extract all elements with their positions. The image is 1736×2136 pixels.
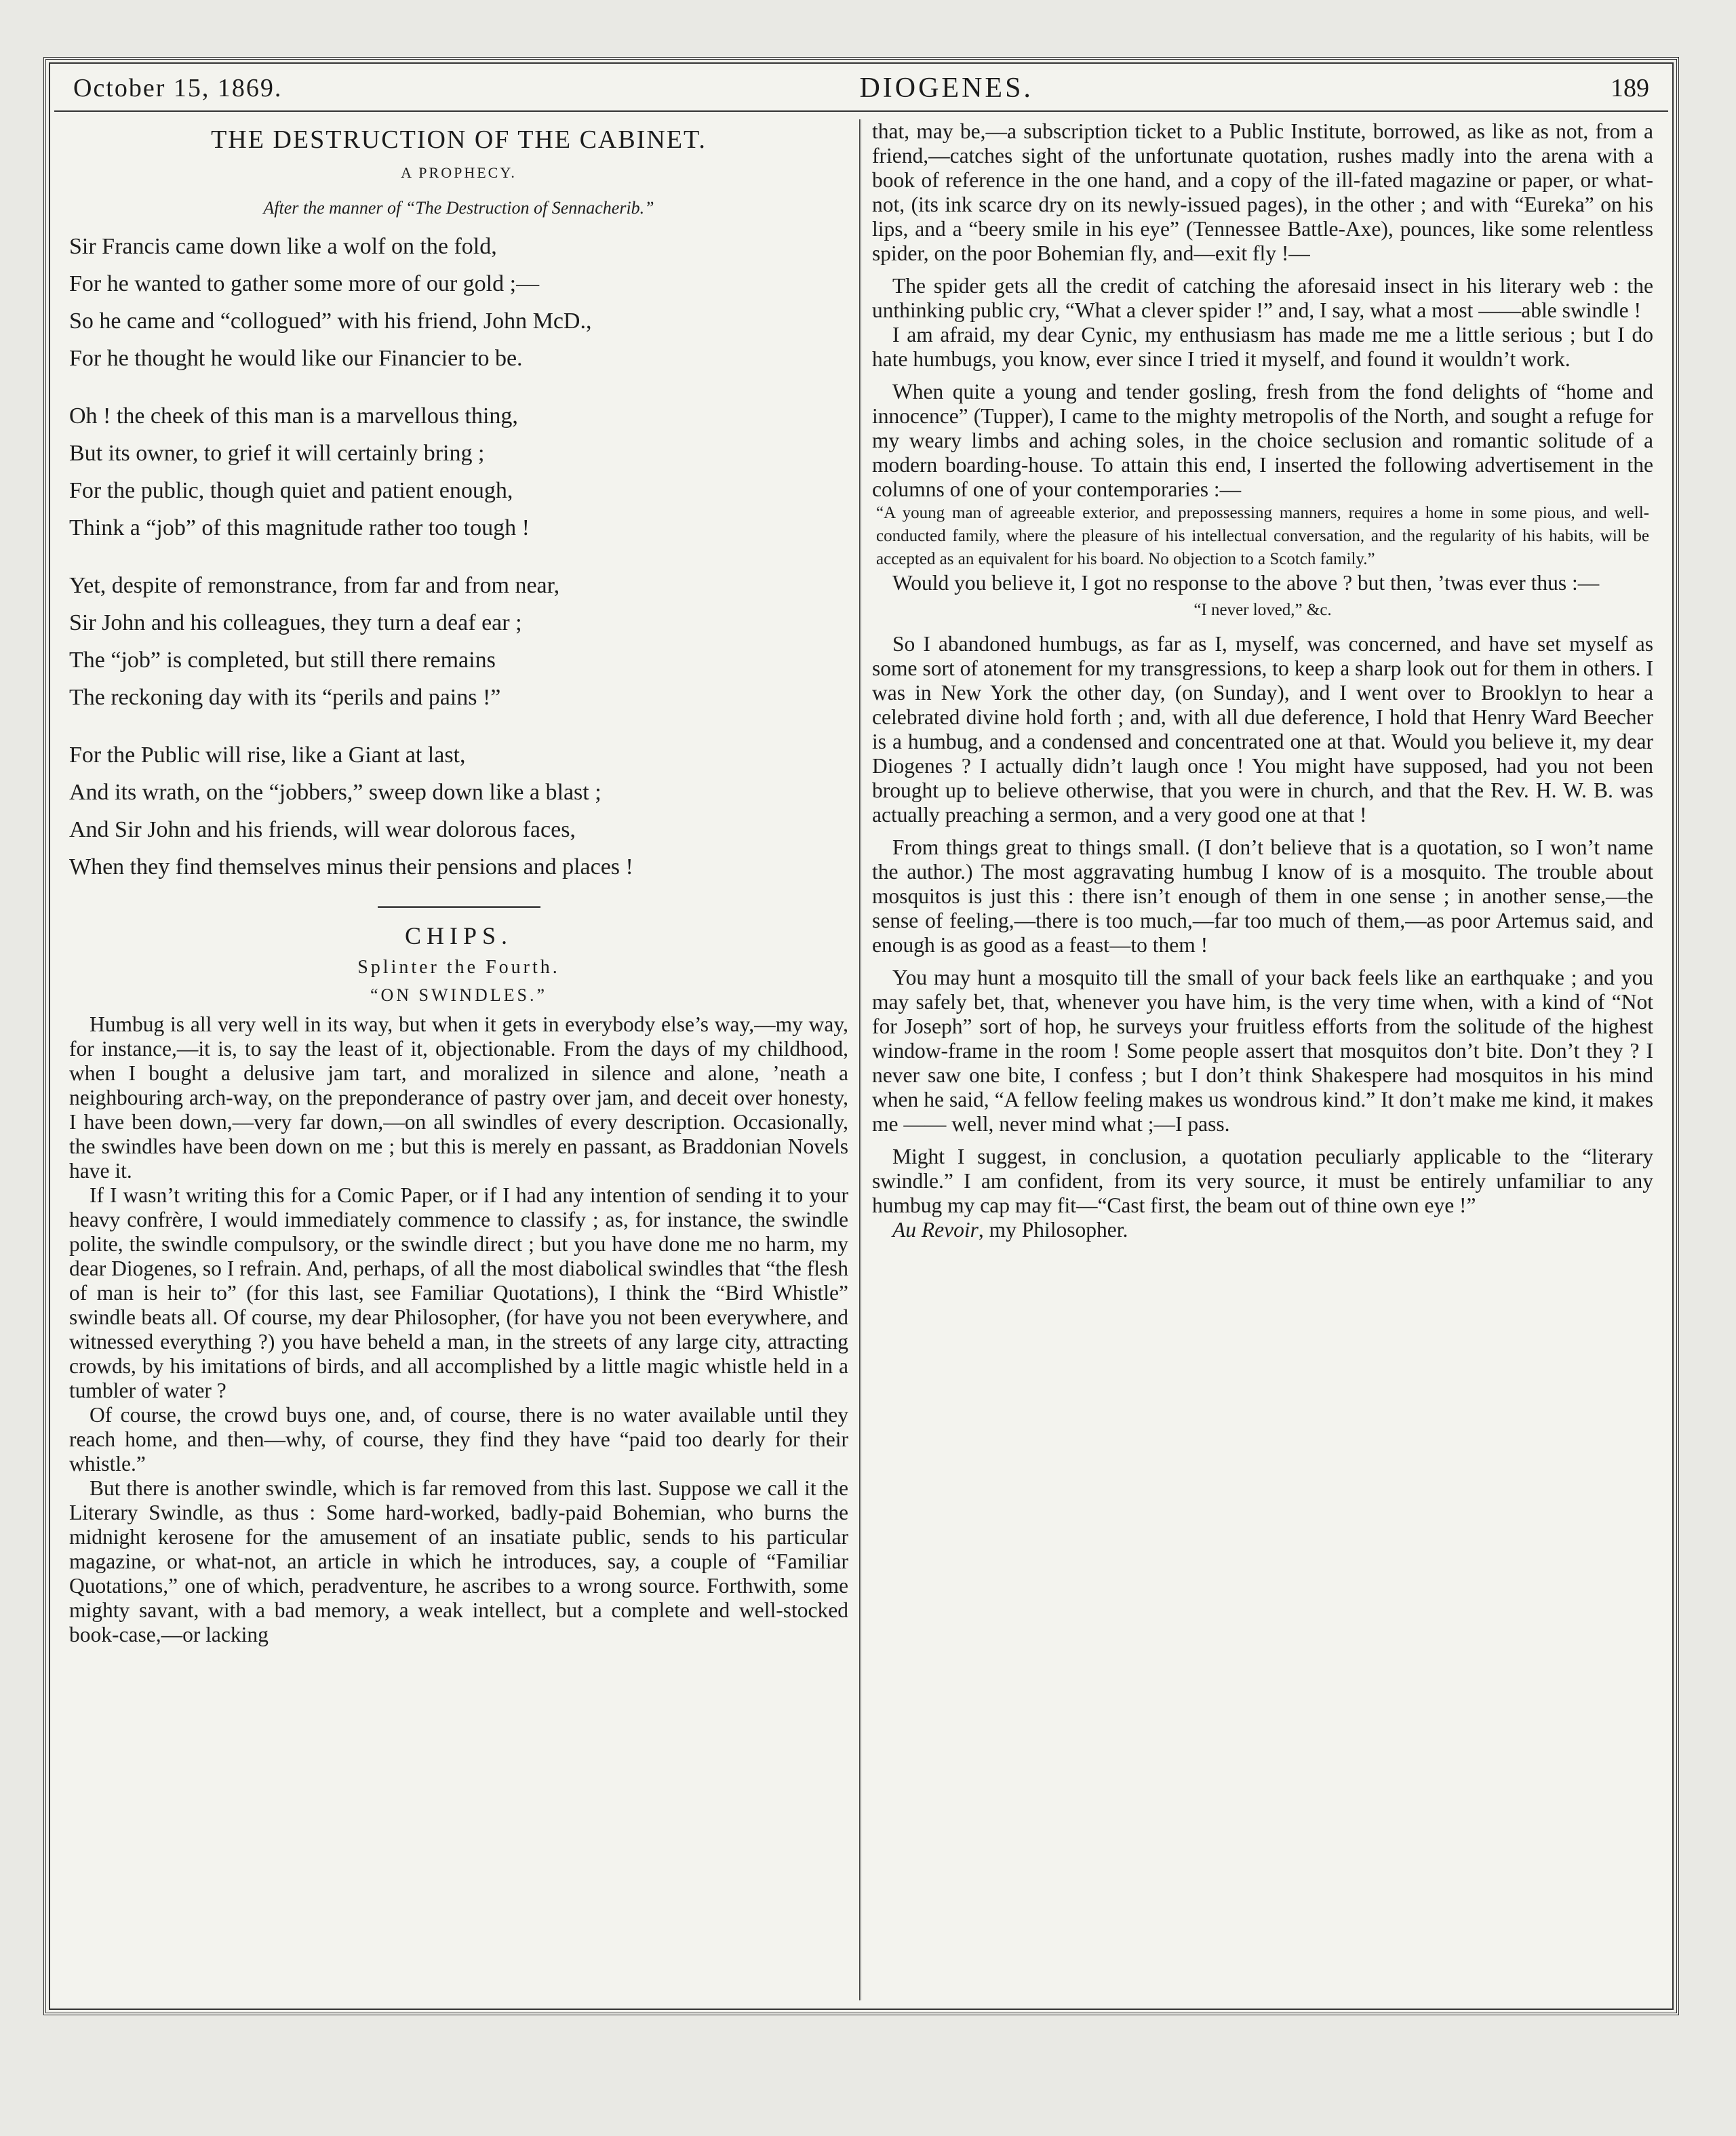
poem-line: When they find themselves minus their pensions and places ! — [69, 854, 633, 879]
page-number: 189 — [1611, 74, 1649, 102]
poem-line: Sir Francis came down like a wolf on the fold, — [69, 234, 497, 259]
columns — [58, 119, 1664, 2000]
poem-line: And Sir John and his friends, will wear dolorous faces, — [69, 817, 576, 842]
issue-date: October 15, 1869. — [73, 74, 283, 102]
poem-line: The “job” is completed, but still there remains — [69, 648, 496, 673]
advertisement-quote: “A young man of agreeable exterior, and prepossessing manners, requires a home in some pious, and well-conducted family, where the pleasure of his intellectual conversation, and the regularity of his habits, will be accepted as an equivalent for his board. No objection to a Scotch family.” — [876, 504, 1649, 568]
article-paragraph: You may hunt a mosquito till the small of your back feels like an earthquake ; and you may safely bet, that, whenever you have him, is the very time when, with a kind of “Not for Joseph” sort of hop, he surveys your fruitless efforts from the solitude of the highest window-frame in the room ! Some people assert that mosquitos don’t bite. Don’t they ? I never saw one bite, I confess ; but I don’t think Shakespere had mosquitos in his mind when he said, “A fellow feeling makes us wondrous kind.” It don’t make me kind, it makes me —— well, never mind what ;—I pass. — [872, 966, 1653, 1136]
closing-italic: Au Revoir — [892, 1218, 979, 1242]
poem-byline: After the manner of “The Destruction of Sennacherib.” — [263, 198, 654, 218]
masthead-title: DIOGENES. — [859, 73, 1033, 104]
poem-subtitle: A PROPHECY. — [401, 164, 517, 181]
closing-line — [872, 1218, 1653, 1242]
left-column — [58, 119, 861, 2000]
article-paragraph: The spider gets all the credit of catching the aforesaid insect in his literary web : the unthinking public cry, “What a clever spider !” and, I say, what a most ——able swindle ! — [872, 274, 1653, 322]
poem-line: But its owner, to grief it will certainly bring ; — [69, 441, 485, 466]
poem-line: For the Public will rise, like a Giant at last, — [69, 743, 466, 768]
poem-body — [69, 228, 848, 886]
poem-line: For the public, though quiet and patient enough, — [69, 478, 513, 503]
closing-rest: , my Philosopher. — [978, 1218, 1128, 1242]
article-paragraph: I am afraid, my dear Cynic, my enthusiasm has made me me a little serious ; but I do hate humbugs, you know, ever since I tried it myself, and found it wouldn’t work. — [872, 323, 1653, 371]
poem-stanza — [69, 567, 848, 716]
article-paragraph: From things great to things small. (I don’t believe that is a quotation, so I won’t name the author.) The most aggravating humbug I know of is a mosquito. The trouble about mosquitos is just this : there isn’t enough of them in one sense ; in another sense,—the sense of feeling,—there is too much,—far too much of them,—as poor Artemus said, and enough is as good as a feast—to them ! — [872, 835, 1653, 957]
poem-line: Sir John and his colleagues, they turn a deaf ear ; — [69, 610, 522, 635]
poem-line: And its wrath, on the “jobbers,” sweep down like a blast ; — [69, 780, 601, 805]
poem-line: Yet, despite of remonstrance, from far and from near, — [69, 573, 560, 598]
poem-line: The reckoning day with its “perils and pains !” — [69, 685, 501, 710]
chips-paragraph: Humbug is all very well in its way, but when it gets in everybody else’s way,—my way, for instance,—it is, to say the least of it, objectionable. From the days of my childhood, when I bought a delusive jam tart, and moralized in silence and alone, ’neath a neighbouring arch-way, on the preponderance of pastry over jam, and deceit over honesty, I have been down,—very far down,—on all swindles of every description. Occasionally, the swindles have been down on me ; but this is merely en passant, as Braddonian Novels have it. — [69, 1012, 848, 1183]
poem-stanza — [69, 397, 848, 547]
chips-paragraph: But there is another swindle, which is far removed from this last. Suppose we call it the Literary Swindle, as thus : Some hard-worked, badly-paid Bohemian, who burns the midnight kerosene for the amusement of an insatiate public, sends to his particular magazine, or what-not, an article in which he introduces, say, a couple of “Familiar Quotations,” one of which, peradventure, he ascribes to a wrong source. Forthwith, some mighty savant, with a bad memory, a weak intellect, but a complete and well-stocked book-case,—or lacking — [69, 1476, 848, 1646]
article-paragraph: that, may be,—a subscription ticket to a Public Institute, borrowed, as like as not, from a friend,—catches sight of the unfortunate quotation, rushes madly into the arena with a book of reference in the one hand, and a copy of the ill-fated magazine or paper, or what-not, (its ink scarce dry on its newly-issued pages), in the other ; and with “Eureka” on his lips, and a “beery smile in his eye” (Tennessee Battle-Axe), pounces, like some relentless spider, on the poor Bohemian fly, and—exit fly !— — [872, 119, 1653, 265]
poem-stanza — [69, 736, 848, 886]
poem-line: Oh ! the cheek of this man is a marvellous thing, — [69, 403, 518, 429]
article-paragraph: Might I suggest, in conclusion, a quotation peculiarly applicable to the “literary swindle.” I am confident, from its very source, it must be entirely unfamiliar to any humbug my cap may fit—“Cast first, the beam out of thine own eye !” — [872, 1145, 1653, 1217]
chips-title: CHIPS. — [404, 922, 513, 949]
newspaper-page — [43, 57, 1679, 2015]
chips-paragraph: If I wasn’t writing this for a Comic Paper, or if I had any intention of sending it to your heavy confrère, I would immediately commence to classify ; as, for instance, the swindle polite, the swindle compulsory, or the swindle direct ; but you have done me no harm, my dear Diogenes, so I refrain. And, perhaps, of all the most diabolical swindles that “the flesh of man is heir to” (for this last, see Familiar Quotations), I think the “Bird Whistle” swindle beats all. Of course, my dear Philosopher, (for have you not been everywhere, and witnessed everything ?) you have beheld a man, in the streets of any large city, attracting crowds, by his imitations of birds, and all accomplished by a little magic whistle held in a tumbler of water ? — [69, 1183, 848, 1402]
poem-line: For he thought he would like our Financier to be. — [69, 346, 523, 371]
poem-line: Think a “job” of this magnitude rather too tough ! — [69, 515, 530, 540]
poem-line: For he wanted to gather some more of our gold ;— — [69, 271, 540, 296]
article-paragraph: Would you believe it, I got no response to the above ? but then, ’twas ever thus :— — [892, 571, 1600, 595]
poem-stanza — [69, 228, 848, 377]
never-loved-quote: “I never loved,” &c. — [1194, 601, 1332, 619]
chips-paragraph: Of course, the crowd buys one, and, of course, there is no water available until they reach home, and then—why, of course, they find they have “paid too dearly for their whistle.” — [69, 1403, 848, 1476]
right-column — [861, 119, 1664, 2000]
poem-title: THE DESTRUCTION OF THE CABINET. — [211, 125, 707, 154]
section-divider — [378, 906, 540, 912]
article-paragraph: So I abandoned humbugs, as far as I, myself, was concerned, and have set myself as some sort of atonement for my transgressions, to keep a sharp look out for them in others. I was in New York the other day, (on Sunday), and I went over to Brooklyn to hear a celebrated divine hold forth ; and, with all due deference, I hold that Henry Ward Beecher is a humbug, and a condensed and concentrated one at that. Would you believe it, my dear Diogenes ? I actually didn’t laugh once ! You might have supposed, had you not been brought up to believe otherwise, that you were in church, and that the Rev. H. W. B. was actually preaching a sermon, and a very good one at that ! — [872, 632, 1653, 827]
poem-line: So he came and “collogued” with his friend, John McD., — [69, 309, 592, 334]
chips-topic: “ON SWINDLES.” — [370, 985, 548, 1005]
article-paragraph: When quite a young and tender gosling, fresh from the fond delights of “home and innocence” (Tupper), I came to the mighty metropolis of the North, and sought a refuge for my weary limbs and aching soles, in the choice seclusion and romantic solitude of a modern boarding-house. To attain this end, I inserted the following advertisement in the columns of one of your contemporaries :— — [872, 380, 1653, 501]
page-header — [54, 66, 1668, 112]
chips-splinter: Splinter the Fourth. — [357, 957, 560, 978]
